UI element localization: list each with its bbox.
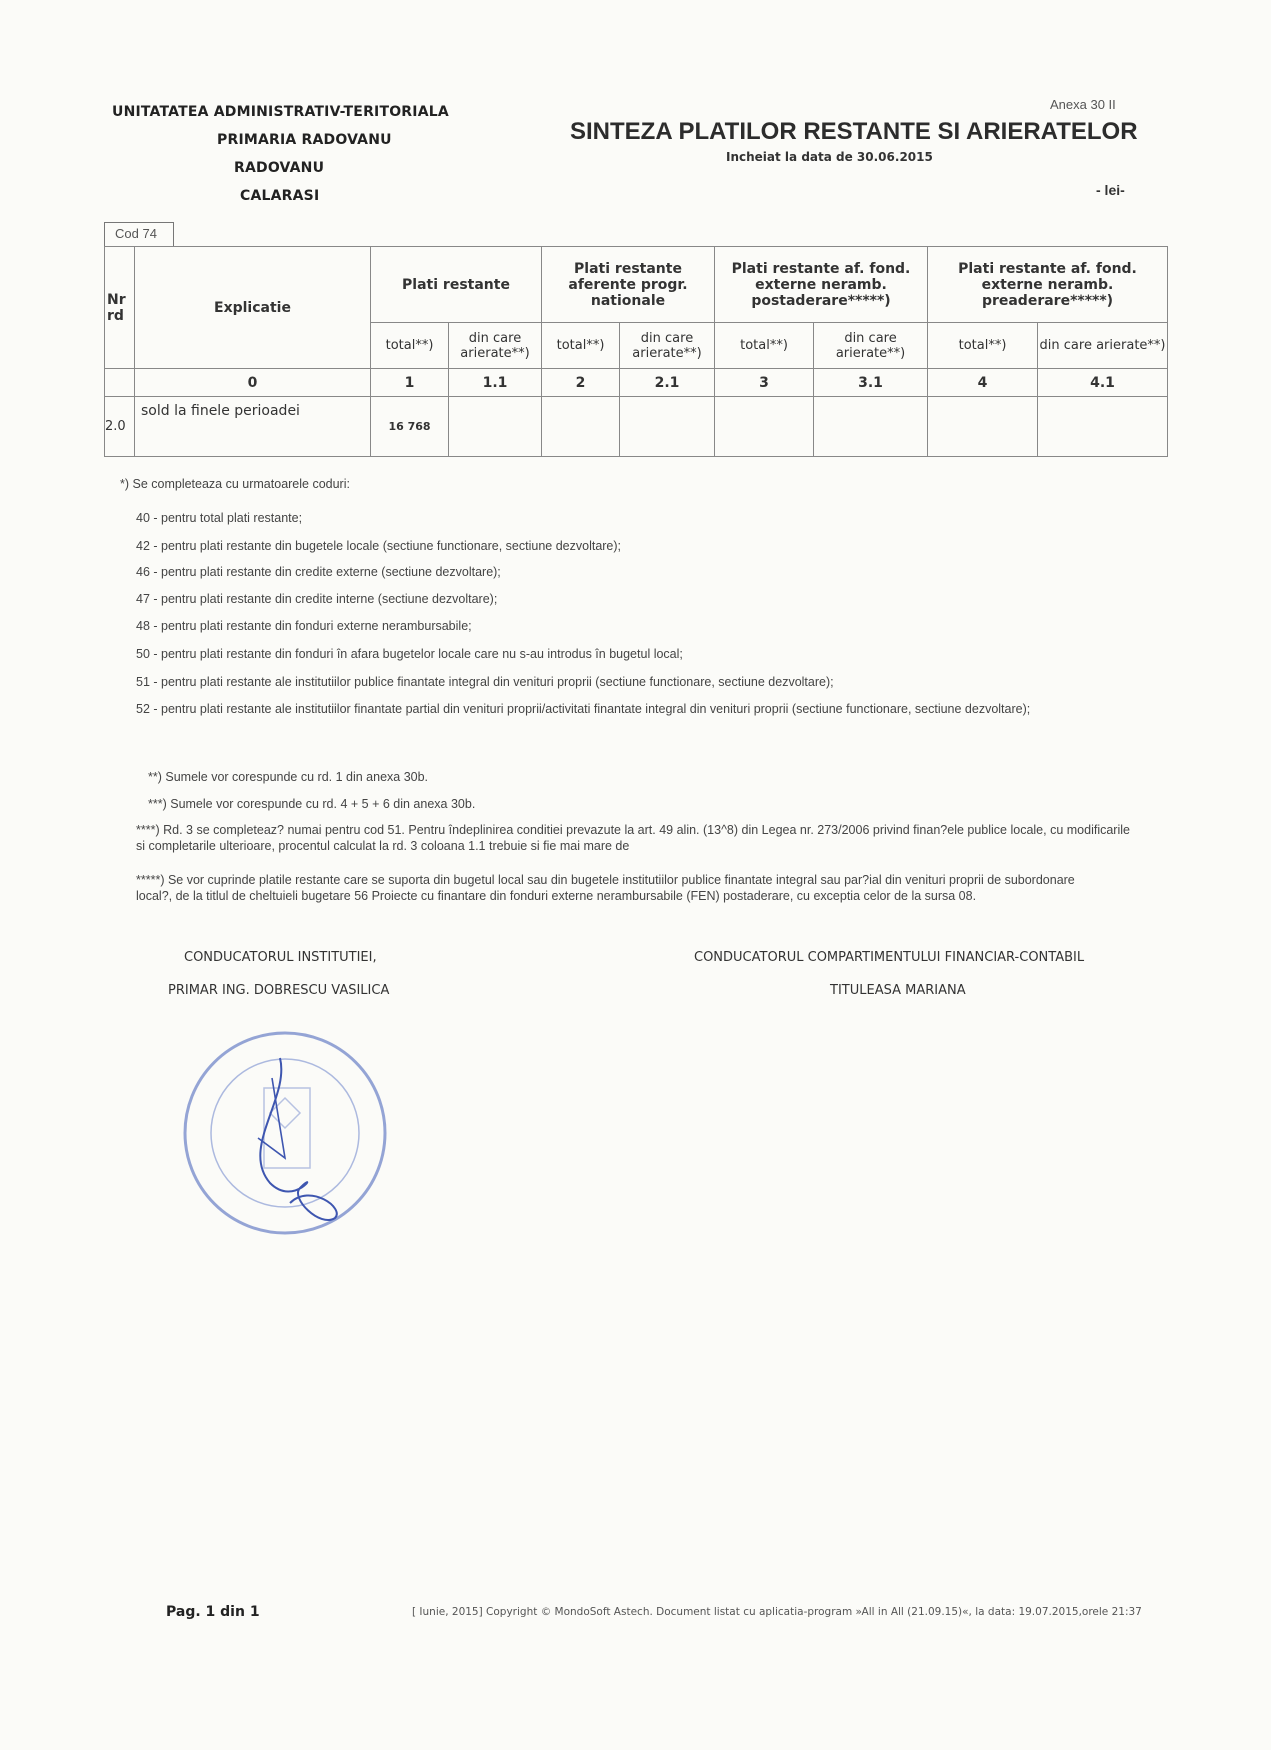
code-note: 51 - pentru plati restante ale institutiilor publice finantate integral din venituri proprii (sectiune functionare, sectiune dezvoltare);: [136, 675, 834, 689]
row-value: [715, 397, 814, 457]
document-date: Incheiat la data de 30.06.2015: [726, 150, 933, 164]
currency-label: - lei-: [1096, 182, 1125, 198]
col-arierate-header: din care arierate**): [620, 323, 715, 369]
index-cell: 1: [371, 369, 449, 397]
footnote-2: **) Sumele vor corespunde cu rd. 1 din anexa 30b.: [148, 770, 429, 784]
row-label: sold la finele perioadei: [135, 397, 371, 457]
row-value: [1038, 397, 1168, 457]
index-cell: [105, 369, 135, 397]
row-value: 16 768: [371, 397, 449, 457]
copyright-note: [ Iunie, 2015] Copyright © MondoSoft Astech. Document listat cu aplicatia-program »All in All (21.09.15)«, la data: 19.07.2015,orele 21:37: [412, 1606, 1142, 1618]
code-note: 46 - pentru plati restante din credite externe (sectiune dezvoltare);: [136, 565, 501, 579]
row-value: [620, 397, 715, 457]
code-note: 50 - pentru plati restante din fonduri în afara bugetelor locale care nu s-au introdus în bugetul local;: [136, 647, 683, 661]
director-name: PRIMAR ING. DOBRESCU VASILICA: [168, 983, 390, 998]
footnote-3: ***) Sumele vor corespunde cu rd. 4 + 5 + 6 din anexa 30b.: [148, 797, 476, 811]
row-value: [449, 397, 542, 457]
col-arierate-header: din care arierate**): [1038, 323, 1168, 369]
index-cell: 3: [715, 369, 814, 397]
accountant-name: TITULEASA MARIANA: [830, 983, 966, 998]
row-value: [928, 397, 1038, 457]
unit-name-line2: PRIMARIA RADOVANU: [217, 132, 392, 148]
col-group-header: Plati restante aferente progr. nationale: [542, 247, 715, 323]
notes-intro: *) Se completeaza cu urmatoarele coduri:: [120, 477, 350, 491]
col-group-header: Plati restante: [371, 247, 542, 323]
code-note: 40 - pentru total plati restante;: [136, 511, 303, 525]
row-value: [542, 397, 620, 457]
cod-label: Cod 74: [115, 226, 157, 241]
code-note: 47 - pentru plati restante din credite interne (sectiune dezvoltare);: [136, 592, 498, 606]
index-cell: 3.1: [814, 369, 928, 397]
col-total-header: total**): [542, 323, 620, 369]
unit-name-line3: RADOVANU: [234, 160, 325, 176]
table-header-row: [105, 247, 1168, 323]
col-nr-header: Nr rd: [105, 247, 135, 369]
table-index-row: [105, 369, 1168, 397]
col-total-header: total**): [715, 323, 814, 369]
table-row: [105, 397, 1168, 457]
cod-box: [104, 222, 174, 246]
index-cell: 2.1: [620, 369, 715, 397]
unit-name-line4: CALARASI: [240, 188, 320, 204]
document-title: SINTEZA PLATILOR RESTANTE SI ARIERATELOR: [570, 118, 1138, 145]
code-note: 48 - pentru plati restante din fonduri externe nerambursabile;: [136, 619, 472, 633]
col-total-header: total**): [371, 323, 449, 369]
col-arierate-header: din care arierate**): [814, 323, 928, 369]
col-group-header: Plati restante af. fond. externe neramb. preaderare*****): [928, 247, 1168, 323]
index-cell: 0: [135, 369, 371, 397]
col-total-header: total**): [928, 323, 1038, 369]
code-note: 52 - pentru plati restante ale institutiilor finantate partial din venituri proprii/activitati finantate integral din venituri proprii (sectiune functionare, sectiune dezvoltare);: [136, 702, 1031, 716]
footnote-4: ****) Rd. 3 se completeaz? numai pentru cod 51. Pentru îndeplinirea conditiei prevazute la art. 49 alin. (13^8) din Legea nr. 273/2006 privind finan?ele publice locale, cu modificarile si completarile ulterioare, procentul calculat la rd. 3 coloana 1.1 trebuie si fie mai mare de: [136, 823, 1130, 853]
row-nr: 2.0: [105, 397, 135, 457]
unit-name-line1: UNITATATEA ADMINISTRATIV-TERITORIALA: [112, 104, 449, 120]
page-number: Pag. 1 din 1: [166, 1604, 260, 1620]
index-cell: 1.1: [449, 369, 542, 397]
index-cell: 4.1: [1038, 369, 1168, 397]
director-role: CONDUCATORUL INSTITUTIEI,: [184, 950, 377, 965]
annex-label: Anexa 30 II: [1050, 97, 1116, 112]
col-explicatie-header: Explicatie: [135, 247, 371, 369]
index-cell: 2: [542, 369, 620, 397]
official-stamp: [160, 1018, 410, 1268]
accountant-role: CONDUCATORUL COMPARTIMENTULUI FINANCIAR-CONTABIL: [694, 950, 1085, 965]
arrears-table: [104, 246, 1168, 457]
row-value: [814, 397, 928, 457]
footnote-5: *****) Se vor cuprinde platile restante care se suporta din bugetul local sau din bugetele institutiilor publice finantate integral sau par?ial din venituri proprii de subordonare local?, de la titlul de cheltuieli bugetare 56 Proiecte cu finantare din fonduri externe nerambursabile (FEN) postaderare, cu exceptia celor de la sursa 08.: [136, 873, 1075, 903]
col-group-header: Plati restante af. fond. externe neramb. postaderare*****): [715, 247, 928, 323]
code-note: 42 - pentru plati restante din bugetele locale (sectiune functionare, sectiune dezvoltare);: [136, 539, 622, 553]
index-cell: 4: [928, 369, 1038, 397]
col-arierate-header: din care arierate**): [449, 323, 542, 369]
